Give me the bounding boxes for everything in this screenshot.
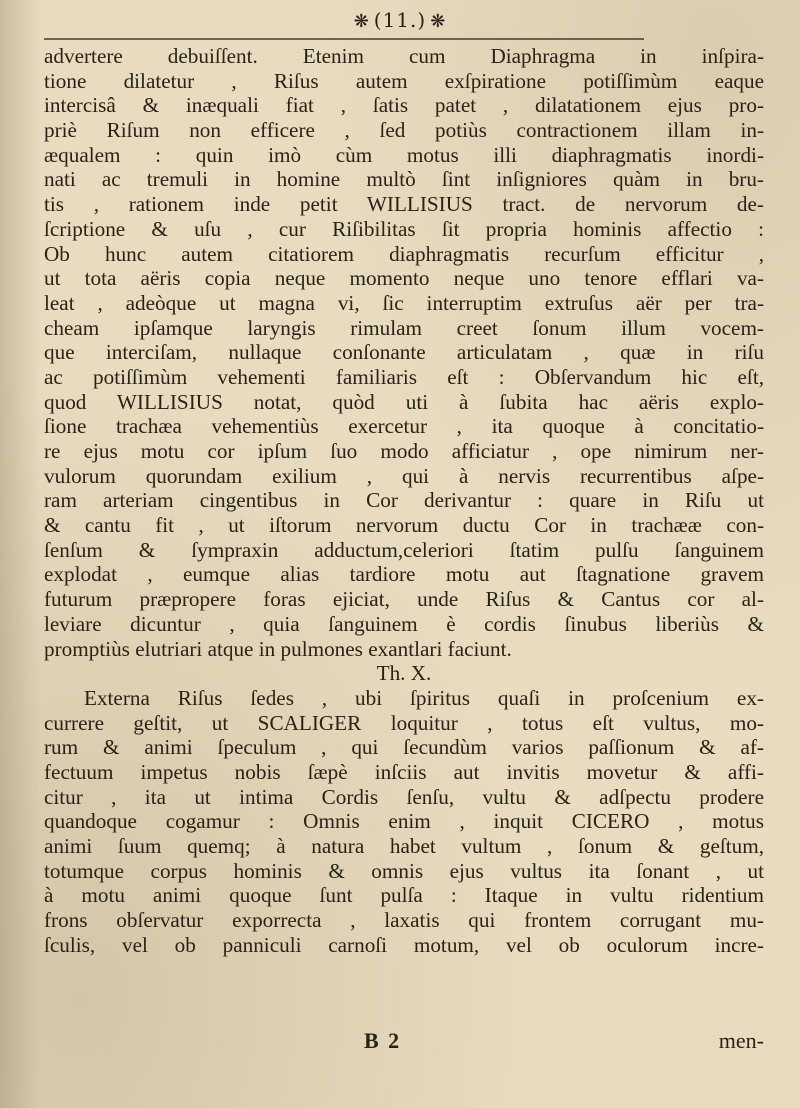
ornament-left-icon: ❋ <box>353 11 370 32</box>
text-line: currere geſtit, ut SCALIGER loquitur , totus eſt vultus, mo- <box>44 710 764 735</box>
thesis-heading: Th. X. <box>376 661 432 686</box>
text-line: frons obſervatur exporrecta , laxatis qui frontem corrugant mu- <box>44 908 764 933</box>
text-line: re ejus motu cor ipſum ſuo modo afficiatur , ope nimirum ner- <box>44 439 764 463</box>
text-line: cheam ipſamque laryngis rimulam creet ſonum illum vocem- <box>44 315 764 340</box>
text-line: ſione trachæa vehementiùs exercetur , ita quoque à concitatio- <box>44 414 764 439</box>
text-line: Externa Riſus ſedes , ubi ſpiritus quaſi in proſcenium ex- <box>84 685 764 710</box>
text-line: futurum præpropere foras ejiciat, unde Riſus & Cantus cor al- <box>44 587 764 612</box>
text-line: leviare dicuntur , quia ſanguinem è cordis ſinubus liberiùs & <box>44 611 764 636</box>
text-line: ram arteriam cingentibus in Cor derivantur : quare in Riſu ut <box>44 488 764 513</box>
ornament-right-icon: ❋ <box>430 11 447 32</box>
text-line: & cantu fit , ut iſtorum nervorum ductu Cor in trachææ con- <box>44 513 764 538</box>
text-line: priè Riſum non efficere , ſed potiùs contractionem illam in- <box>44 118 764 143</box>
text-line: explodat , eumque alias tardiore motu aut ſtagnatione gravem <box>44 562 764 587</box>
text-line: leat , adeòque ut magna vi, ſic interruptim extruſus aër per tra- <box>44 290 764 315</box>
text-line: ſenſum & ſympraxin adductum,celeriori ſtatim pulſu ſanguinem <box>44 537 764 562</box>
signature-mark: B 2 <box>364 1028 402 1053</box>
text-line: ſculis, vel ob panniculi carnoſi motum, vel ob oculorum incre- <box>44 932 764 957</box>
text-line: citur , ita ut intima Cordis ſenſu, vultu & adſpectu prodere <box>44 784 764 809</box>
text-line: quandoque cogamur : Omnis enim , inquit CICERO , motus <box>44 809 764 834</box>
text-line: Ob hunc autem citatiorem diaphragmatis recurſum efficitur , <box>44 241 764 266</box>
text-line: quod WILLISIUS notat, quòd uti à ſubita hac aëris explo- <box>44 389 764 414</box>
page-number: (11.) <box>373 8 427 32</box>
text-line: æqualem : quin imò cùm motus illi diaphragmatis inordi- <box>44 142 764 167</box>
text-line: tione dilatetur , Riſus autem exſpiratione potiſſimùm eaque <box>44 68 764 93</box>
text-line: ſcriptione & uſu , cur Riſibilitas ſit propria hominis affectio : <box>44 216 764 241</box>
text-line: ac potiſſimùm vehementi familiaris eſt : Obſervandum hic eſt, <box>44 364 764 389</box>
text-line: fectuum impetus nobis ſæpè inſciis aut invitis movetur & affi- <box>44 759 764 784</box>
page-footer <box>44 1028 764 1054</box>
text-line: vulorum quorundam exilium , qui à nervis recurrentibus aſpe- <box>44 463 764 488</box>
catchword: men- <box>718 1028 764 1053</box>
text-line: ut tota aëris copia neque momento neque uno tenore efflari va- <box>44 266 764 291</box>
text-line: que interciſam, nullaque conſonante articulatam , quæ in riſu <box>44 340 764 365</box>
text-line: promptiùs elutriari atque in pulmones exantlari faciunt. <box>44 636 512 661</box>
body-text <box>44 44 764 957</box>
text-line: rum & animi ſpeculum , qui ſecundùm varios paſſionum & af- <box>44 735 764 760</box>
page-header <box>0 8 800 32</box>
text-line: intercisâ & inæquali fiat , ſatis patet , dilatationem ejus pro- <box>44 93 764 118</box>
text-line: à motu animi quoque ſunt pulſa : Itaque in vultu ridentium <box>44 883 764 908</box>
text-line: animi ſuum quemq; à natura habet vultum , ſonum & geſtum, <box>44 834 764 858</box>
text-line: tis , rationem inde petit WILLISIUS tract. de nervorum de- <box>44 192 764 217</box>
text-line: nati ac tremuli in homine multò ſint inſigniores quàm in bru- <box>44 167 764 192</box>
text-line: advertere debuiſſent. Etenim cum Diaphragma in inſpira- <box>44 44 764 68</box>
header-rule <box>44 38 644 40</box>
text-line: totumque corpus hominis & omnis ejus vultus ita ſonant , ut <box>44 858 764 883</box>
